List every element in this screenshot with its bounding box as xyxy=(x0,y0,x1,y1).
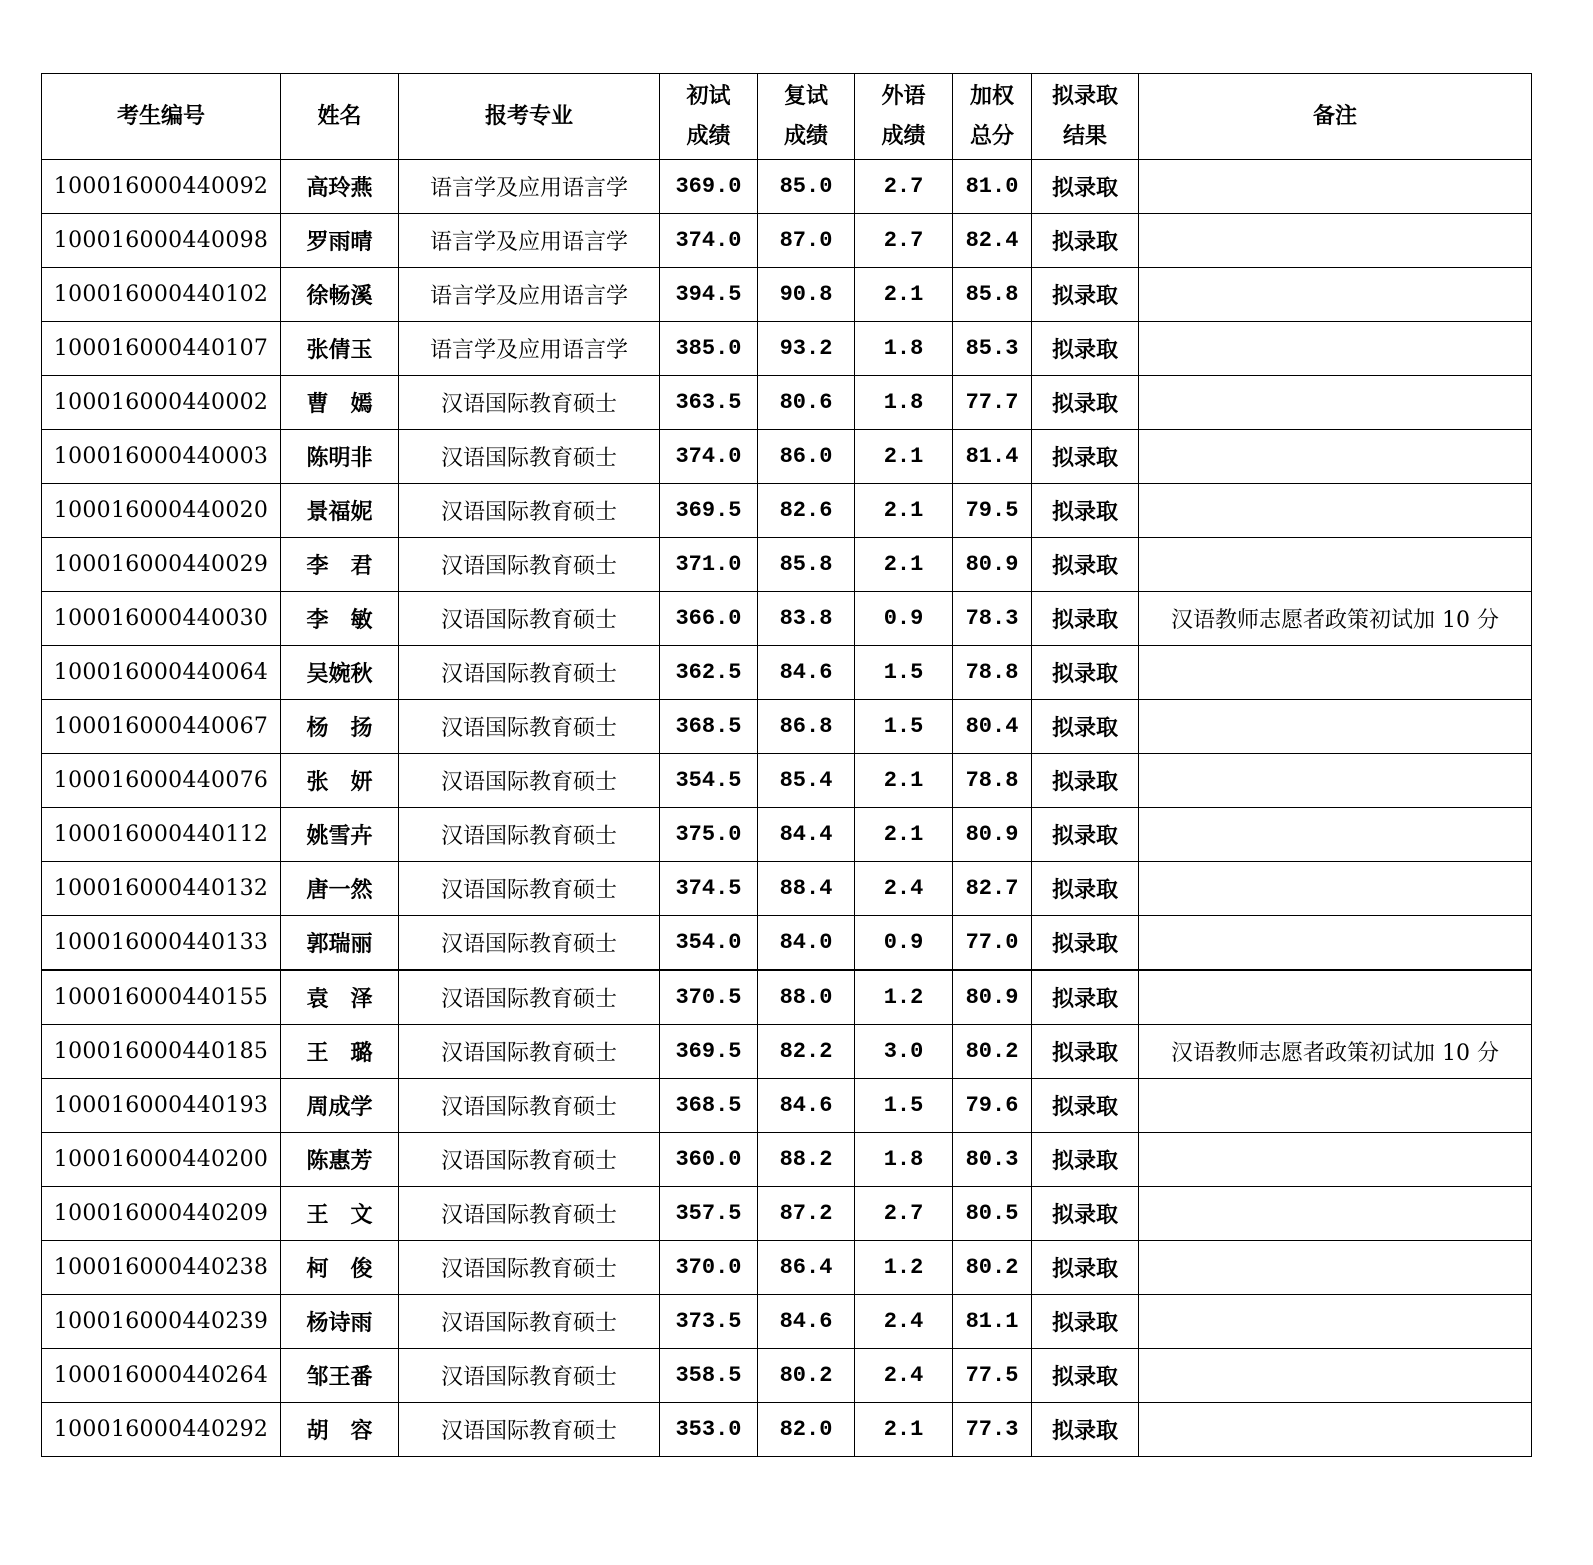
table-row xyxy=(42,430,1532,484)
cell-weighted-total: 78.8 xyxy=(953,754,1032,808)
cell-major: 汉语国际教育硕士 xyxy=(399,862,660,916)
cell-foreign-score: 2.7 xyxy=(855,160,953,214)
cell-remark xyxy=(1139,214,1532,268)
table-header-row xyxy=(42,74,1532,160)
cell-initial-score: 354.5 xyxy=(660,754,758,808)
cell-id: 100016000440239 xyxy=(42,1295,281,1349)
cell-remark xyxy=(1139,1403,1532,1457)
cell-major: 汉语国际教育硕士 xyxy=(399,646,660,700)
cell-result: 拟录取 xyxy=(1032,700,1139,754)
cell-remark: 汉语教师志愿者政策初试加 10 分 xyxy=(1139,1025,1532,1079)
cell-weighted-total: 79.5 xyxy=(953,484,1032,538)
cell-major: 汉语国际教育硕士 xyxy=(399,1133,660,1187)
cell-remark xyxy=(1139,700,1532,754)
cell-weighted-total: 80.4 xyxy=(953,700,1032,754)
header-name: 姓名 xyxy=(281,74,399,160)
cell-id: 100016000440185 xyxy=(42,1025,281,1079)
table-row xyxy=(42,1079,1532,1133)
cell-initial-score: 368.5 xyxy=(660,1079,758,1133)
cell-initial-score: 363.5 xyxy=(660,376,758,430)
cell-retest-score: 82.2 xyxy=(758,1025,855,1079)
cell-foreign-score: 1.8 xyxy=(855,322,953,376)
cell-retest-score: 80.2 xyxy=(758,1349,855,1403)
cell-major: 汉语国际教育硕士 xyxy=(399,700,660,754)
cell-id: 100016000440155 xyxy=(42,970,281,1025)
table-row xyxy=(42,1187,1532,1241)
cell-result: 拟录取 xyxy=(1032,970,1139,1025)
table-body xyxy=(42,160,1532,1457)
cell-id: 100016000440003 xyxy=(42,430,281,484)
cell-name: 徐畅溪 xyxy=(281,268,399,322)
cell-retest-score: 85.8 xyxy=(758,538,855,592)
cell-result: 拟录取 xyxy=(1032,646,1139,700)
cell-initial-score: 353.0 xyxy=(660,1403,758,1457)
cell-retest-score: 83.8 xyxy=(758,592,855,646)
cell-result: 拟录取 xyxy=(1032,430,1139,484)
cell-major: 语言学及应用语言学 xyxy=(399,322,660,376)
table-row xyxy=(42,160,1532,214)
cell-foreign-score: 2.4 xyxy=(855,1295,953,1349)
header-weighted-total xyxy=(953,74,1032,160)
cell-remark xyxy=(1139,430,1532,484)
table-row xyxy=(42,754,1532,808)
cell-retest-score: 87.0 xyxy=(758,214,855,268)
cell-name: 杨 扬 xyxy=(281,700,399,754)
cell-result: 拟录取 xyxy=(1032,214,1139,268)
table-row xyxy=(42,1403,1532,1457)
cell-remark xyxy=(1139,160,1532,214)
table-row xyxy=(42,214,1532,268)
cell-foreign-score: 2.7 xyxy=(855,1187,953,1241)
cell-retest-score: 84.6 xyxy=(758,646,855,700)
cell-weighted-total: 82.7 xyxy=(953,862,1032,916)
cell-retest-score: 86.0 xyxy=(758,430,855,484)
cell-result: 拟录取 xyxy=(1032,862,1139,916)
cell-name: 陈惠芳 xyxy=(281,1133,399,1187)
cell-remark xyxy=(1139,808,1532,862)
cell-weighted-total: 80.5 xyxy=(953,1187,1032,1241)
cell-initial-score: 357.5 xyxy=(660,1187,758,1241)
header-initial-line1: 初试 xyxy=(686,83,731,109)
cell-result: 拟录取 xyxy=(1032,160,1139,214)
cell-retest-score: 82.0 xyxy=(758,1403,855,1457)
table-row xyxy=(42,268,1532,322)
cell-major: 汉语国际教育硕士 xyxy=(399,1187,660,1241)
cell-initial-score: 375.0 xyxy=(660,808,758,862)
cell-remark xyxy=(1139,1295,1532,1349)
cell-foreign-score: 1.5 xyxy=(855,646,953,700)
cell-result: 拟录取 xyxy=(1032,916,1139,971)
cell-id: 100016000440029 xyxy=(42,538,281,592)
cell-major: 汉语国际教育硕士 xyxy=(399,484,660,538)
cell-remark: 汉语教师志愿者政策初试加 10 分 xyxy=(1139,592,1532,646)
cell-foreign-score: 2.1 xyxy=(855,484,953,538)
cell-weighted-total: 81.0 xyxy=(953,160,1032,214)
cell-weighted-total: 77.5 xyxy=(953,1349,1032,1403)
cell-weighted-total: 85.3 xyxy=(953,322,1032,376)
header-result xyxy=(1032,74,1139,160)
cell-id: 100016000440200 xyxy=(42,1133,281,1187)
cell-foreign-score: 2.1 xyxy=(855,430,953,484)
header-id: 考生编号 xyxy=(42,74,281,160)
cell-major: 汉语国际教育硕士 xyxy=(399,1349,660,1403)
cell-result: 拟录取 xyxy=(1032,1079,1139,1133)
cell-remark xyxy=(1139,1079,1532,1133)
cell-weighted-total: 80.2 xyxy=(953,1241,1032,1295)
cell-retest-score: 85.0 xyxy=(758,160,855,214)
cell-weighted-total: 80.2 xyxy=(953,1025,1032,1079)
table-row xyxy=(42,322,1532,376)
header-initial-line2: 成绩 xyxy=(686,123,731,149)
cell-remark xyxy=(1139,1133,1532,1187)
cell-foreign-score: 2.1 xyxy=(855,1403,953,1457)
cell-initial-score: 362.5 xyxy=(660,646,758,700)
cell-major: 汉语国际教育硕士 xyxy=(399,430,660,484)
cell-remark xyxy=(1139,1349,1532,1403)
cell-remark xyxy=(1139,1241,1532,1295)
cell-name: 李 敏 xyxy=(281,592,399,646)
cell-weighted-total: 81.4 xyxy=(953,430,1032,484)
table-row xyxy=(42,862,1532,916)
table-row xyxy=(42,1295,1532,1349)
header-result-line1: 拟录取 xyxy=(1051,83,1118,109)
cell-initial-score: 368.5 xyxy=(660,700,758,754)
cell-remark xyxy=(1139,322,1532,376)
cell-id: 100016000440238 xyxy=(42,1241,281,1295)
cell-remark xyxy=(1139,754,1532,808)
cell-result: 拟录取 xyxy=(1032,808,1139,862)
cell-remark xyxy=(1139,916,1532,971)
table-row xyxy=(42,970,1532,1025)
cell-weighted-total: 82.4 xyxy=(953,214,1032,268)
cell-result: 拟录取 xyxy=(1032,754,1139,808)
cell-name: 杨诗雨 xyxy=(281,1295,399,1349)
cell-name: 胡 容 xyxy=(281,1403,399,1457)
cell-retest-score: 80.6 xyxy=(758,376,855,430)
cell-foreign-score: 2.1 xyxy=(855,754,953,808)
cell-initial-score: 358.5 xyxy=(660,1349,758,1403)
cell-weighted-total: 78.8 xyxy=(953,646,1032,700)
cell-major: 汉语国际教育硕士 xyxy=(399,808,660,862)
cell-id: 100016000440193 xyxy=(42,1079,281,1133)
cell-foreign-score: 1.2 xyxy=(855,1241,953,1295)
cell-major: 语言学及应用语言学 xyxy=(399,214,660,268)
cell-initial-score: 369.5 xyxy=(660,484,758,538)
cell-retest-score: 86.4 xyxy=(758,1241,855,1295)
cell-weighted-total: 77.7 xyxy=(953,376,1032,430)
cell-retest-score: 84.6 xyxy=(758,1079,855,1133)
cell-result: 拟录取 xyxy=(1032,592,1139,646)
cell-foreign-score: 1.2 xyxy=(855,970,953,1025)
cell-remark xyxy=(1139,1187,1532,1241)
cell-weighted-total: 80.9 xyxy=(953,970,1032,1025)
cell-name: 唐一然 xyxy=(281,862,399,916)
cell-major: 语言学及应用语言学 xyxy=(399,160,660,214)
cell-result: 拟录取 xyxy=(1032,322,1139,376)
table-row xyxy=(42,1133,1532,1187)
header-weighted-line2: 总分 xyxy=(969,123,1014,149)
table-row xyxy=(42,538,1532,592)
cell-retest-score: 85.4 xyxy=(758,754,855,808)
cell-remark xyxy=(1139,484,1532,538)
table-row xyxy=(42,700,1532,754)
cell-result: 拟录取 xyxy=(1032,1133,1139,1187)
cell-foreign-score: 1.5 xyxy=(855,700,953,754)
cell-initial-score: 394.5 xyxy=(660,268,758,322)
cell-id: 100016000440020 xyxy=(42,484,281,538)
cell-initial-score: 369.0 xyxy=(660,160,758,214)
header-major: 报考专业 xyxy=(399,74,660,160)
header-retest-line1: 复试 xyxy=(783,83,828,109)
cell-id: 100016000440067 xyxy=(42,700,281,754)
cell-weighted-total: 80.9 xyxy=(953,808,1032,862)
cell-result: 拟录取 xyxy=(1032,484,1139,538)
cell-retest-score: 84.6 xyxy=(758,1295,855,1349)
cell-remark xyxy=(1139,376,1532,430)
cell-initial-score: 370.0 xyxy=(660,1241,758,1295)
header-result-line2: 结果 xyxy=(1062,123,1107,149)
cell-foreign-score: 0.9 xyxy=(855,592,953,646)
cell-remark xyxy=(1139,268,1532,322)
cell-id: 100016000440030 xyxy=(42,592,281,646)
cell-major: 汉语国际教育硕士 xyxy=(399,538,660,592)
cell-id: 100016000440107 xyxy=(42,322,281,376)
cell-id: 100016000440002 xyxy=(42,376,281,430)
cell-retest-score: 90.8 xyxy=(758,268,855,322)
cell-major: 汉语国际教育硕士 xyxy=(399,970,660,1025)
cell-major: 汉语国际教育硕士 xyxy=(399,1079,660,1133)
cell-weighted-total: 79.6 xyxy=(953,1079,1032,1133)
cell-name: 邹王番 xyxy=(281,1349,399,1403)
header-retest-line2: 成绩 xyxy=(783,123,828,149)
cell-result: 拟录取 xyxy=(1032,1025,1139,1079)
cell-weighted-total: 77.3 xyxy=(953,1403,1032,1457)
cell-name: 袁 泽 xyxy=(281,970,399,1025)
cell-foreign-score: 2.4 xyxy=(855,862,953,916)
cell-retest-score: 84.0 xyxy=(758,916,855,971)
table-row xyxy=(42,376,1532,430)
table-row xyxy=(42,1349,1532,1403)
cell-name: 王 璐 xyxy=(281,1025,399,1079)
cell-id: 100016000440292 xyxy=(42,1403,281,1457)
table-row xyxy=(42,484,1532,538)
cell-name: 郭瑞丽 xyxy=(281,916,399,971)
cell-weighted-total: 80.3 xyxy=(953,1133,1032,1187)
cell-major: 汉语国际教育硕士 xyxy=(399,1241,660,1295)
cell-foreign-score: 2.1 xyxy=(855,808,953,862)
cell-initial-score: 374.0 xyxy=(660,214,758,268)
cell-retest-score: 93.2 xyxy=(758,322,855,376)
cell-major: 语言学及应用语言学 xyxy=(399,268,660,322)
cell-id: 100016000440132 xyxy=(42,862,281,916)
cell-result: 拟录取 xyxy=(1032,1403,1139,1457)
cell-major: 汉语国际教育硕士 xyxy=(399,1025,660,1079)
cell-initial-score: 385.0 xyxy=(660,322,758,376)
cell-id: 100016000440098 xyxy=(42,214,281,268)
cell-name: 吴婉秋 xyxy=(281,646,399,700)
cell-result: 拟录取 xyxy=(1032,1241,1139,1295)
header-foreign-line1: 外语 xyxy=(881,83,926,109)
table-row xyxy=(42,808,1532,862)
cell-foreign-score: 2.7 xyxy=(855,214,953,268)
cell-major: 汉语国际教育硕士 xyxy=(399,1295,660,1349)
cell-weighted-total: 78.3 xyxy=(953,592,1032,646)
cell-retest-score: 86.8 xyxy=(758,700,855,754)
admission-results-table xyxy=(41,73,1532,1457)
cell-id: 100016000440112 xyxy=(42,808,281,862)
table-row xyxy=(42,592,1532,646)
cell-major: 汉语国际教育硕士 xyxy=(399,376,660,430)
cell-foreign-score: 1.8 xyxy=(855,376,953,430)
cell-id: 100016000440064 xyxy=(42,646,281,700)
cell-result: 拟录取 xyxy=(1032,376,1139,430)
header-retest-score xyxy=(758,74,855,160)
cell-initial-score: 354.0 xyxy=(660,916,758,971)
header-initial-score xyxy=(660,74,758,160)
cell-remark xyxy=(1139,646,1532,700)
cell-id: 100016000440264 xyxy=(42,1349,281,1403)
cell-weighted-total: 80.9 xyxy=(953,538,1032,592)
cell-initial-score: 369.5 xyxy=(660,1025,758,1079)
cell-foreign-score: 1.8 xyxy=(855,1133,953,1187)
cell-result: 拟录取 xyxy=(1032,538,1139,592)
cell-name: 高玲燕 xyxy=(281,160,399,214)
cell-result: 拟录取 xyxy=(1032,1349,1139,1403)
cell-id: 100016000440092 xyxy=(42,160,281,214)
header-weighted-line1: 加权 xyxy=(969,83,1014,109)
cell-name: 张倩玉 xyxy=(281,322,399,376)
cell-retest-score: 88.2 xyxy=(758,1133,855,1187)
cell-remark xyxy=(1139,538,1532,592)
cell-initial-score: 366.0 xyxy=(660,592,758,646)
cell-major: 汉语国际教育硕士 xyxy=(399,1403,660,1457)
cell-name: 李 君 xyxy=(281,538,399,592)
cell-id: 100016000440209 xyxy=(42,1187,281,1241)
cell-initial-score: 360.0 xyxy=(660,1133,758,1187)
cell-major: 汉语国际教育硕士 xyxy=(399,592,660,646)
cell-major: 汉语国际教育硕士 xyxy=(399,916,660,971)
cell-initial-score: 371.0 xyxy=(660,538,758,592)
cell-name: 罗雨晴 xyxy=(281,214,399,268)
cell-retest-score: 88.4 xyxy=(758,862,855,916)
cell-result: 拟录取 xyxy=(1032,1295,1139,1349)
cell-initial-score: 370.5 xyxy=(660,970,758,1025)
cell-weighted-total: 77.0 xyxy=(953,916,1032,971)
cell-remark xyxy=(1139,862,1532,916)
cell-name: 曹 嫣 xyxy=(281,376,399,430)
table-row xyxy=(42,916,1532,971)
cell-result: 拟录取 xyxy=(1032,268,1139,322)
header-foreign-line2: 成绩 xyxy=(881,123,926,149)
cell-name: 张 妍 xyxy=(281,754,399,808)
cell-foreign-score: 2.4 xyxy=(855,1349,953,1403)
cell-foreign-score: 1.5 xyxy=(855,1079,953,1133)
cell-retest-score: 82.6 xyxy=(758,484,855,538)
cell-foreign-score: 3.0 xyxy=(855,1025,953,1079)
cell-major: 汉语国际教育硕士 xyxy=(399,754,660,808)
cell-initial-score: 373.5 xyxy=(660,1295,758,1349)
cell-id: 100016000440076 xyxy=(42,754,281,808)
cell-remark xyxy=(1139,970,1532,1025)
cell-result: 拟录取 xyxy=(1032,1187,1139,1241)
cell-initial-score: 374.5 xyxy=(660,862,758,916)
header-foreign-score xyxy=(855,74,953,160)
cell-name: 周成学 xyxy=(281,1079,399,1133)
cell-foreign-score: 2.1 xyxy=(855,538,953,592)
cell-id: 100016000440102 xyxy=(42,268,281,322)
cell-initial-score: 374.0 xyxy=(660,430,758,484)
table-row xyxy=(42,1025,1532,1079)
cell-name: 姚雪卉 xyxy=(281,808,399,862)
cell-id: 100016000440133 xyxy=(42,916,281,971)
table-row xyxy=(42,646,1532,700)
table-row xyxy=(42,1241,1532,1295)
cell-name: 柯 俊 xyxy=(281,1241,399,1295)
header-remark: 备注 xyxy=(1139,74,1532,160)
cell-retest-score: 87.2 xyxy=(758,1187,855,1241)
cell-weighted-total: 81.1 xyxy=(953,1295,1032,1349)
cell-foreign-score: 2.1 xyxy=(855,268,953,322)
cell-retest-score: 84.4 xyxy=(758,808,855,862)
cell-name: 陈明非 xyxy=(281,430,399,484)
cell-weighted-total: 85.8 xyxy=(953,268,1032,322)
cell-foreign-score: 0.9 xyxy=(855,916,953,971)
cell-name: 王 文 xyxy=(281,1187,399,1241)
cell-retest-score: 88.0 xyxy=(758,970,855,1025)
cell-name: 景福妮 xyxy=(281,484,399,538)
